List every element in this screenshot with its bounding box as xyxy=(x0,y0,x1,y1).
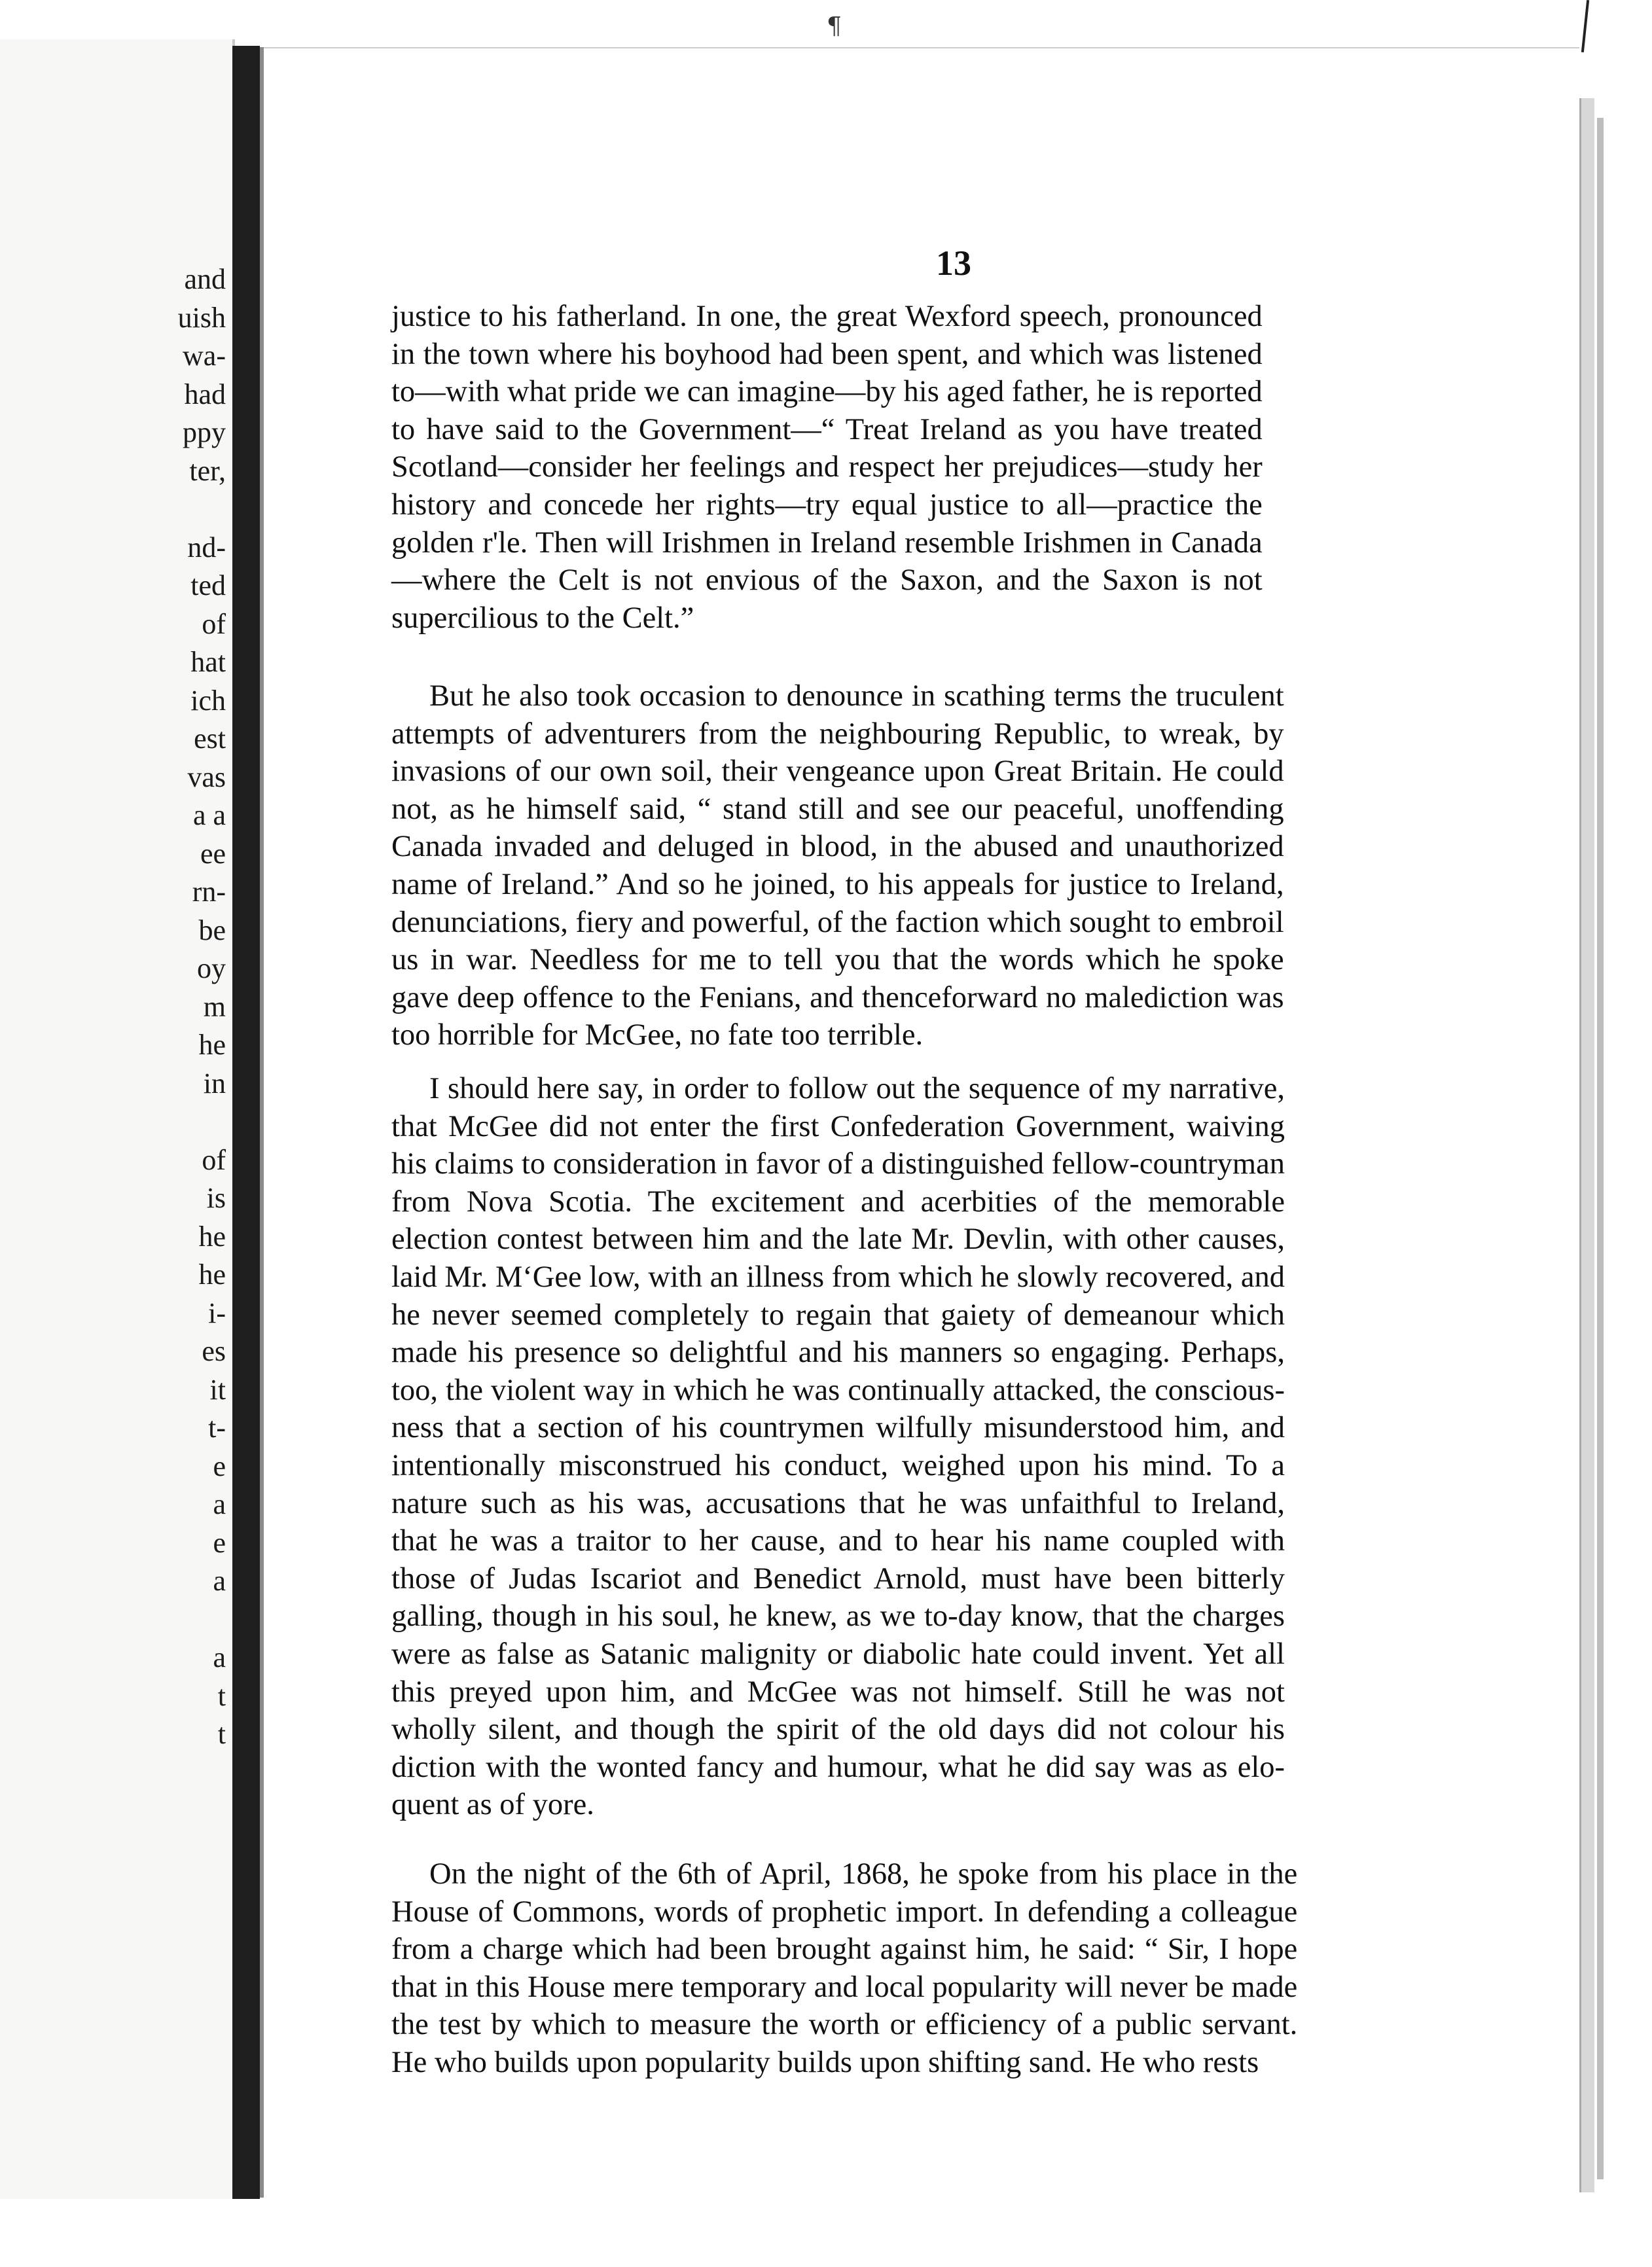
left-page-fragment: t xyxy=(217,1718,226,1750)
text-line: too horrible for McGee, no fate too terrible. xyxy=(391,1018,924,1052)
left-page-fragment: wa- xyxy=(183,340,226,372)
text-line: were as false as Satanic malignity or diabolic hate could invent. Yet all xyxy=(391,1637,1285,1671)
left-page-fragment: is xyxy=(206,1182,226,1214)
text-line: that in this House mere temporary and local popularity will never be made xyxy=(391,1970,1298,2004)
text-line: golden r'le. Then will Irishmen in Ireland resemble Irishmen in Canada xyxy=(391,526,1263,560)
book-gutter xyxy=(232,46,260,2199)
text-line: quent as of yore. xyxy=(391,1788,594,1822)
left-page-fragment: est xyxy=(194,723,226,755)
text-line: nature such as his was, accusations that he was unfaithful to Ireland, xyxy=(391,1486,1285,1520)
text-line: from Nova Scotia. The excitement and acerbities of the memorable xyxy=(391,1185,1285,1219)
left-page-fragment: ter, xyxy=(189,454,226,487)
left-page-fragment: i- xyxy=(208,1296,226,1329)
page-edge-shadow xyxy=(1597,118,1604,2179)
corner-mark: ¶ xyxy=(827,13,842,40)
text-line: laid Mr. M‘Gee low, with an illness from which he slowly recovered, and xyxy=(391,1260,1285,1294)
left-page-fragment: es xyxy=(202,1335,226,1367)
text-line: made his presence so delightful and his manners so engaging. Perhaps, xyxy=(391,1336,1285,1370)
text-line: House of Commons, words of prophetic import. In defending a colleague xyxy=(391,1895,1298,1929)
text-line: he never seemed completely to regain that gaiety of demeanour which xyxy=(391,1298,1285,1332)
left-page-fragment: he xyxy=(198,1220,226,1253)
left-page-fragment: t xyxy=(217,1679,226,1712)
text-line: On the night of the 6th of April, 1868, he spoke from his place in the xyxy=(429,1857,1298,1891)
left-page-fragment: rn- xyxy=(192,876,226,908)
left-page-fragment: be xyxy=(198,914,226,946)
text-line: not, as he himself said, “ stand still and see our peaceful, unoffending xyxy=(391,792,1284,826)
text-line: intentionally misconstrued his conduct, weighed upon his mind. To a xyxy=(391,1448,1285,1482)
text-line: this preyed upon him, and McGee was not himself. Still he was not xyxy=(391,1675,1285,1709)
left-page-fragment: ted xyxy=(190,569,226,601)
text-line: —where the Celt is not envious of the Saxon, and the Saxon is not xyxy=(391,563,1263,598)
text-line: that he was a traitor to her cause, and to hear his name coupled with xyxy=(391,1524,1285,1558)
left-facing-page xyxy=(0,39,235,2199)
left-page-fragment: a xyxy=(213,1565,226,1597)
paragraph-3 xyxy=(391,1070,1285,1824)
left-page-fragment: oy xyxy=(197,952,226,984)
text-line: Canada invaded and deluged in blood, in the abused and unauthorized xyxy=(391,830,1284,864)
text-line: attempts of adventurers from the neighbouring Republic, to wreak, by xyxy=(391,717,1284,751)
left-page-fragment: vas xyxy=(187,760,226,793)
left-page-fragment: uish xyxy=(177,301,226,334)
left-page-fragment: ppy xyxy=(183,416,226,448)
text-line: wholly silent, and though the spirit of the old days did not colour his xyxy=(391,1713,1285,1747)
text-line: from a charge which had been brought against him, he said: “ Sir, I hope xyxy=(391,1933,1298,1967)
left-page-fragment: t- xyxy=(208,1412,226,1444)
text-line: invasions of our own soil, their vengeance upon Great Britain. He could xyxy=(391,755,1284,789)
text-line: But he also took occasion to denounce in scathing terms the truculent xyxy=(429,679,1284,713)
left-page-fragment: ee xyxy=(200,837,226,870)
paragraph-4 xyxy=(391,1855,1297,2082)
text-line: ness that a section of his countrymen wilfully misunderstood him, and xyxy=(391,1411,1285,1445)
left-page-fragment: m xyxy=(203,990,226,1023)
left-page-fragment: in xyxy=(203,1067,226,1099)
text-line: justice to his fatherland. In one, the great Wexford speech, pronounced xyxy=(391,300,1263,333)
left-page-fragment: nd- xyxy=(187,531,226,563)
text-line: denunciations, fiery and powerful, of the faction which sought to embroil xyxy=(391,905,1284,939)
text-line: gave deep offence to the Fenians, and thenceforward no malediction was xyxy=(391,980,1284,1014)
text-line: diction with the wonted fancy and humour, what he did say was as elo- xyxy=(391,1750,1285,1784)
left-page-fragment: e xyxy=(213,1450,226,1482)
left-page-fragment: and xyxy=(184,263,226,295)
text-line: the test by which to measure the worth or efficiency of a public servant. xyxy=(391,2008,1298,2042)
left-page-fragment: he xyxy=(198,1029,226,1061)
left-page-fragment: it xyxy=(209,1373,226,1406)
text-line: his claims to consideration in favor of a distinguished fellow-countryman xyxy=(391,1147,1285,1181)
text-line: galling, though in his soul, he knew, as we to-day know, that the charges xyxy=(391,1599,1285,1633)
left-page-fragment: ich xyxy=(190,684,226,717)
text-line: history and concede her rights—try equal justice to all—practice the xyxy=(391,488,1263,522)
left-page-fragment: a xyxy=(213,1641,226,1673)
text-line: election contest between him and the late Mr. Devlin, with other causes, xyxy=(391,1223,1285,1257)
text-line: too, the violent way in which he was continually attacked, the conscious- xyxy=(391,1373,1285,1407)
text-line: name of Ireland.” And so he joined, to his appeals for justice to Ireland, xyxy=(391,867,1284,901)
left-page-fragment: e xyxy=(213,1526,226,1559)
page-edge xyxy=(1579,98,1594,2192)
left-page-fragment: had xyxy=(184,378,226,410)
text-line: supercilious to the Celt.” xyxy=(391,601,694,635)
text-line: Scotland—consider her feelings and respect her prejudices—study her xyxy=(391,450,1263,484)
left-page-fragment: hat xyxy=(190,646,226,678)
left-page-fragment: of xyxy=(202,1143,226,1176)
text-line: to—with what pride we can imagine—by his aged father, he is reported xyxy=(391,375,1263,409)
scan-mark xyxy=(1581,0,1589,52)
text-line: He who builds upon popularity builds upon shifting sand. He who rests xyxy=(391,2045,1259,2079)
text-line: in the town where his boyhood had been spent, and which was listened xyxy=(391,337,1263,371)
text-line: us in war. Needless for me to tell you that the words which he spoke xyxy=(391,943,1284,977)
text-line: to have said to the Government—“ Treat Ireland as you have treated xyxy=(391,412,1263,446)
text-line: that McGee did not enter the first Confederation Government, waiving xyxy=(391,1109,1285,1143)
text-line: I should here say, in order to follow out the sequence of my narrative, xyxy=(429,1072,1285,1105)
text-line: those of Judas Iscariot and Benedict Arnold, must have been bitterly xyxy=(391,1562,1285,1596)
page-number: 13 xyxy=(936,243,971,283)
paragraph-1 xyxy=(391,298,1263,637)
left-page-fragment: a xyxy=(213,1488,226,1520)
paragraph-2 xyxy=(391,677,1284,1054)
left-page-fragment: a a xyxy=(192,799,226,831)
left-page-fragment: he xyxy=(198,1258,226,1291)
left-page-fragment: of xyxy=(202,607,226,640)
